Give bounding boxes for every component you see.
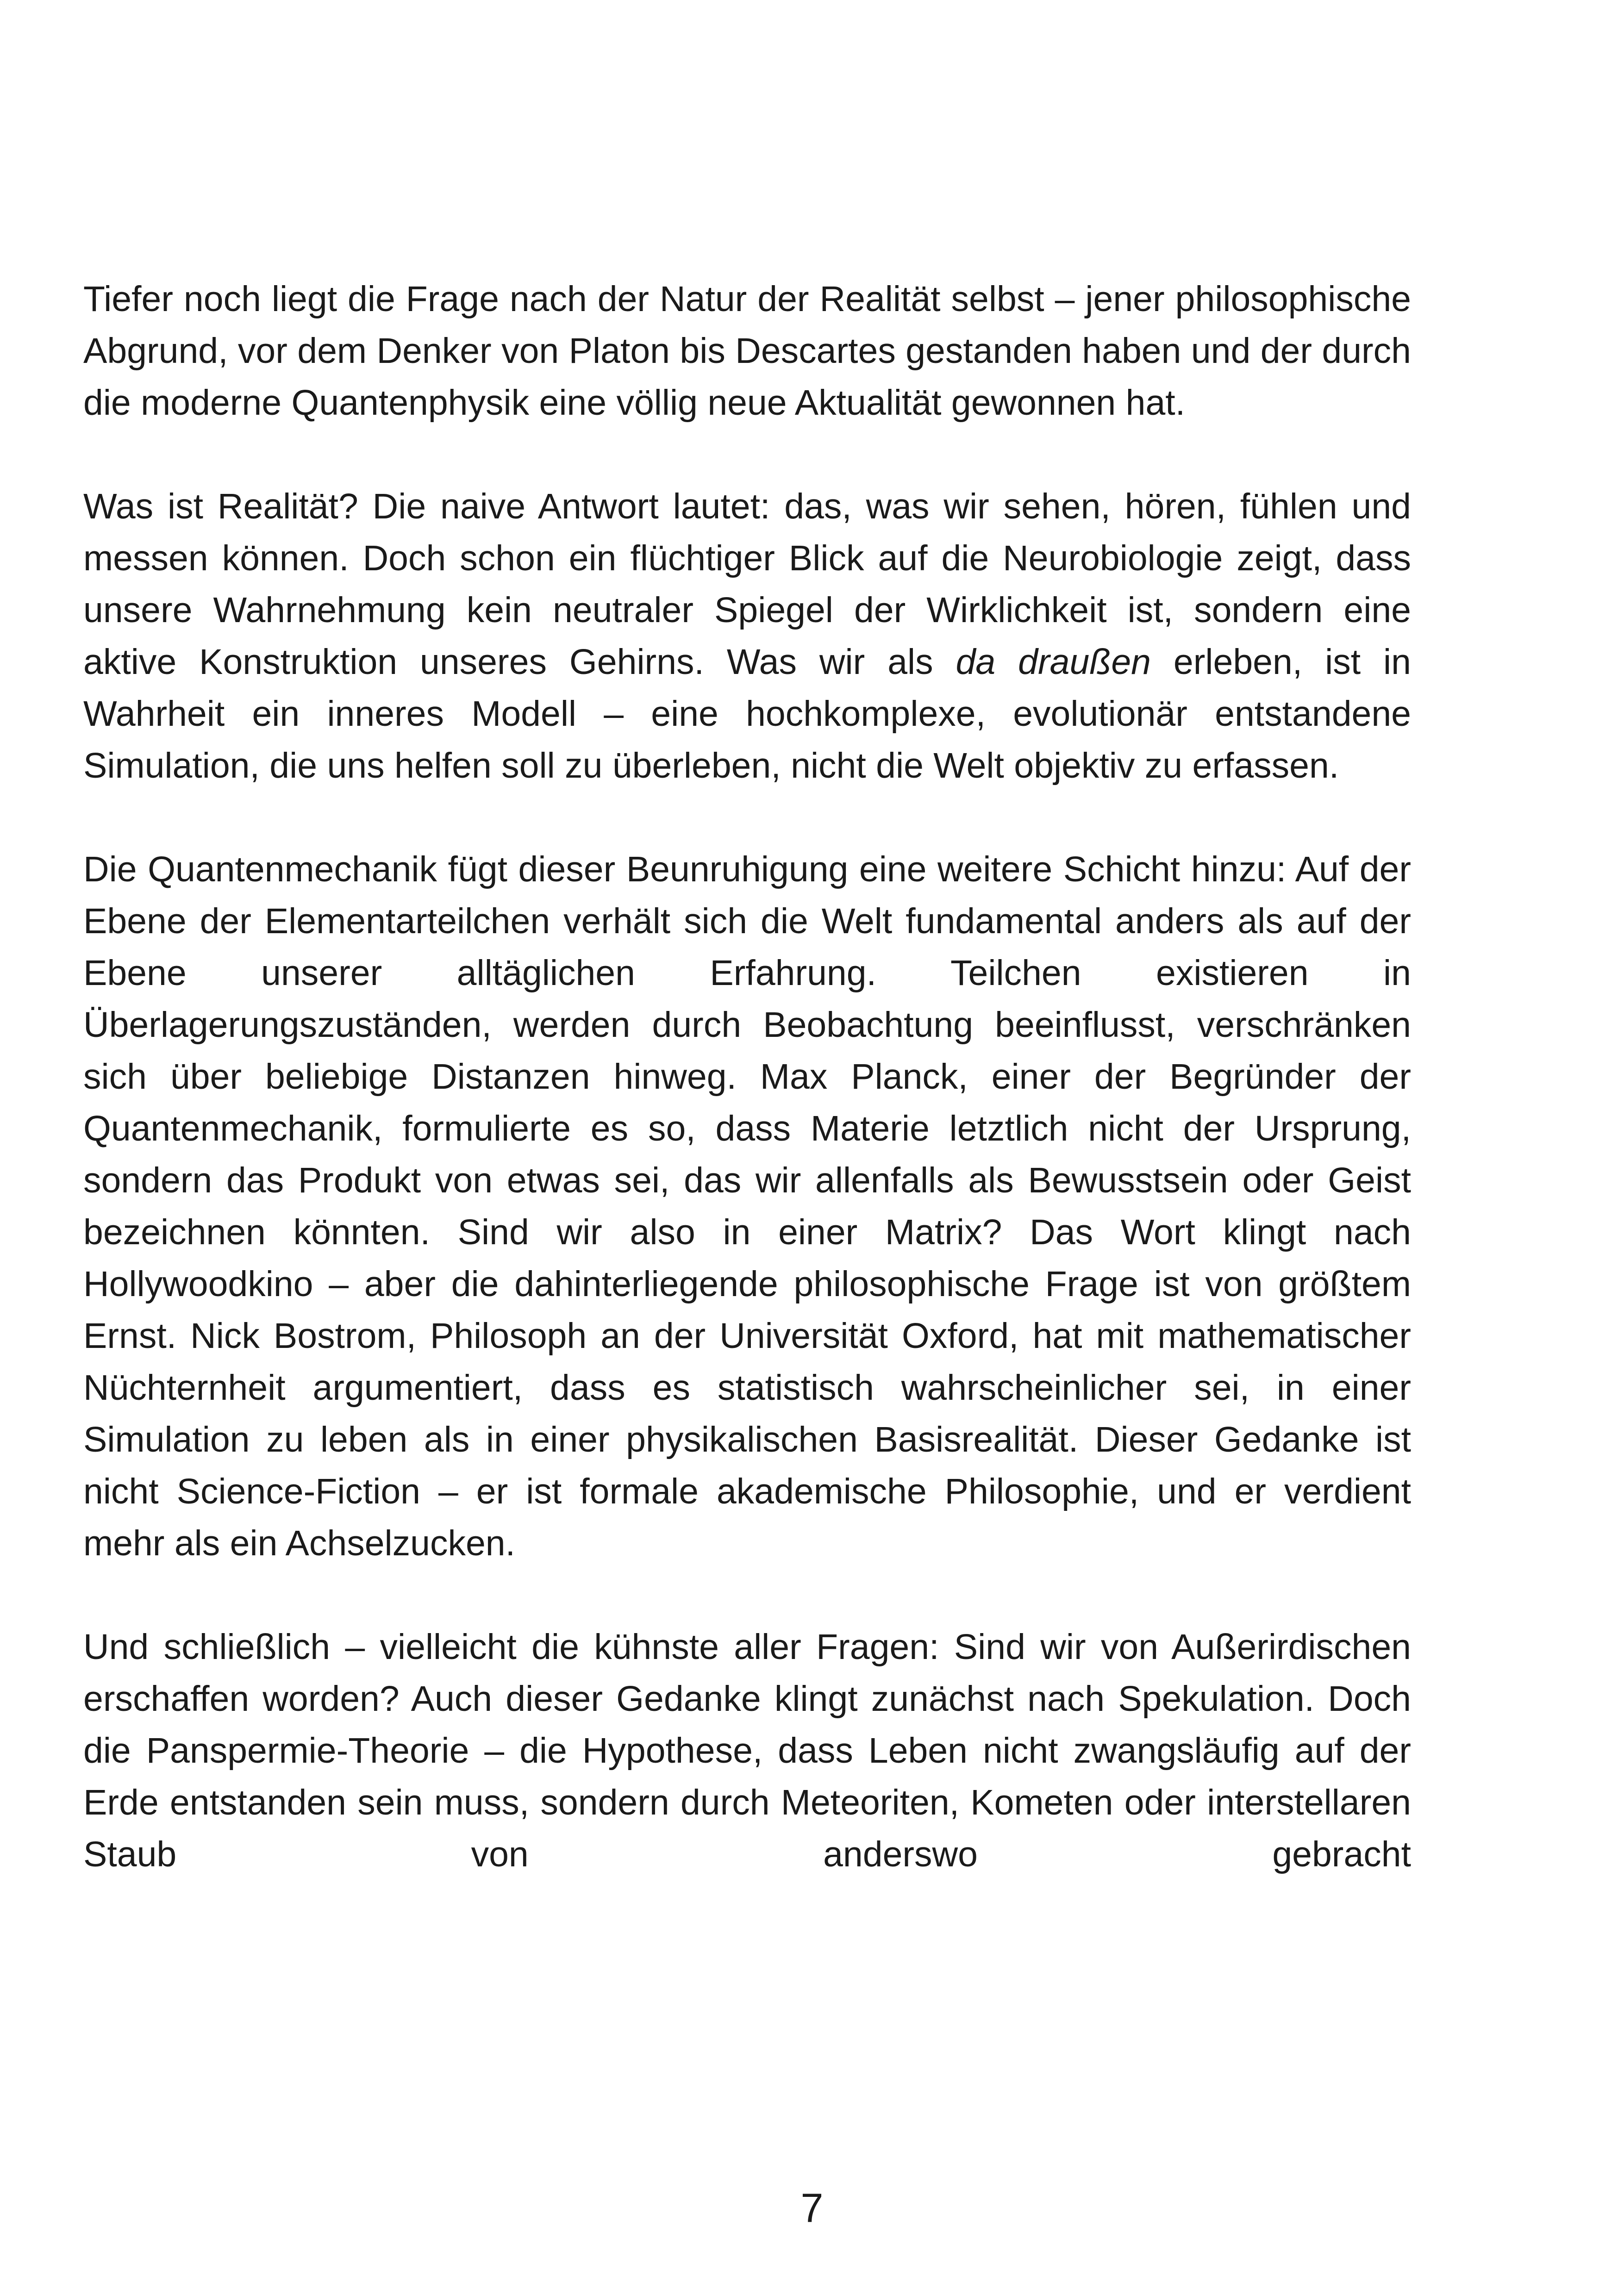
paragraph-perception-emphasis: da draußen [956,642,1151,682]
paragraph-perception-end: erleben, ist in Wahrheit ein inneres Modell – eine hochkomplexe, evolutionär entstandene Simulation, die uns helfen soll zu überleben, nicht die Welt objektiv zu erfassen. [83,642,1411,786]
paragraph-perception-start: Was ist Realität? Die naive Antwort lautet: das, was wir sehen, hören, fühlen und messen können. Doch schon ein flüchtiger Blick auf die Neurobiologie zeigt, dass unsere Wahrnehmung kein neutraler Spiegel der Wirklichkeit ist, sondern eine aktive Konstruktion unseres Gehirns. Was wir als [83,486,1411,682]
body-text [83,273,1411,1932]
paragraph-reality-question: Tiefer noch liegt die Frage nach der Natur der Realität selbst – jener philosophische Abgrund, vor dem Denker von Platon bis Descartes gestanden haben und der durch die moderne Quantenphysik eine völlig neue Aktualität gewonnen hat. [83,279,1411,423]
paragraph-panspermia: Und schließlich – vielleicht die kühnste aller Fragen: Sind wir von Außerirdischen erschaffen worden? Auch dieser Gedanke klingt zunächst nach Spekulation. Doch die Panspermie-Theorie – die Hypothese, dass Leben nicht zwangsläufig auf der Erde entstanden sein muss, sondern durch Meteoriten, Kometen oder interstellaren Staub von anderswo gebracht [83,1627,1411,1874]
paragraph-quantum-mechanics: Die Quantenmechanik fügt dieser Beunruhigung eine weitere Schicht hinzu: Auf der Ebene der Elementarteilchen verhält sich die Welt fundamental anders als auf der Ebene unserer alltäglichen Erfahrung. Teilchen existieren in Überlagerungszuständen, werden durch Beobachtung beeinflusst, verschränken sich über beliebige Distanzen hinweg. Max Planck, einer der Begründer der Quantenmechanik, formulierte es so, dass Materie letztlich nicht der Ursprung, sondern das Produkt von etwas sei, das wir allenfalls als Bewusstsein oder Geist bezeichnen könnten. Sind wir also in einer Matrix? Das Wort klingt nach Hollywoodkino – aber die dahinterliegende philosophische Frage ist von größtem Ernst. Nick Bostrom, Philosoph an der Universität Oxford, hat mit mathematischer Nüchternheit argumentiert, dass es statistisch wahrscheinlicher sei, in einer Simulation zu leben als in einer physikalischen Basisrealität. Dieser Gedanke ist nicht Science-Fiction – er ist formale akademische Philosophie, und er verdient mehr als ein Achselzucken. [83,849,1411,1563]
page-number: 7 [800,2185,824,2231]
paragraph-perception [83,480,1411,792]
